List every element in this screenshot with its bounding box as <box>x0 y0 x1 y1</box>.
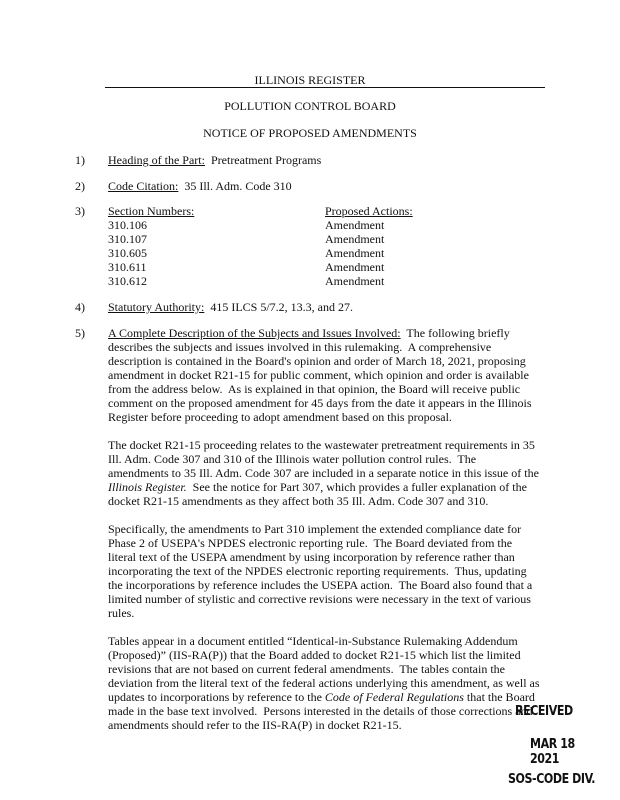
item-value: Pretreatment Programs <box>210 153 322 167</box>
section-numbers-header: Section Numbers: <box>108 204 195 218</box>
item-number: 1) <box>75 153 85 167</box>
text-segment: that the Board <box>463 690 535 704</box>
proposed-action: Amendment <box>325 246 385 260</box>
item-value: 35 Ill. Adm. Code 310 <box>184 179 292 193</box>
paragraph-line: description is contained in the Board's opinion and order of March 18, 2021, proposing <box>108 354 526 368</box>
text-segment: updates to incorporations by reference to the <box>108 690 325 704</box>
paragraph-line: amendments should refer to the IIS-RA(P) in docket R21-15. <box>108 718 402 732</box>
item-line <box>108 153 321 167</box>
proposed-action: Amendment <box>325 218 385 232</box>
agency-title: POLLUTION CONTROL BOARD <box>224 99 396 113</box>
notice-title: NOTICE OF PROPOSED AMENDMENTS <box>203 126 417 140</box>
stamp-division: SOS-CODE DIV. <box>508 772 596 787</box>
item-line <box>108 326 510 340</box>
proposed-action: Amendment <box>325 260 385 274</box>
proposed-action: Amendment <box>325 232 385 246</box>
item-number: 4) <box>75 300 85 314</box>
section-number: 310.605 <box>108 246 147 260</box>
paragraph-line: The docket R21-15 proceeding relates to the wastewater pretreatment requirements in 35 <box>108 438 535 452</box>
text-segment: See the notice for Part 307, which provides a fuller explanation of the <box>186 480 527 494</box>
item-label: Statutory Authority: <box>108 300 205 314</box>
item-text: The following briefly <box>406 326 510 340</box>
section-number: 310.107 <box>108 232 147 246</box>
paragraph-line: (Proposed)” (IIS-RA(P)) that the Board added to docket R21-15 which list the limited <box>108 648 521 662</box>
paragraph-line: Phase 2 of USEPA's NPDES electronic reporting rule. The Board deviated from the <box>108 536 513 550</box>
item-value: 415 ILCS 5/7.2, 13.3, and 27. <box>210 300 354 314</box>
item-number: 2) <box>75 179 85 193</box>
header-rule <box>105 87 545 88</box>
paragraph-line: deviation from the literal text of the federal actions underlying this amendment, as well as <box>108 676 540 690</box>
register-title: ILLINOIS REGISTER <box>254 73 366 87</box>
proposed-actions-header: Proposed Actions: <box>325 204 413 218</box>
section-number: 310.611 <box>108 260 147 274</box>
item-label: Code Citation: <box>108 179 179 193</box>
paragraph-line: incorporating the text of the NPDES electronic reporting requirements. Thus, updating <box>108 564 527 578</box>
paragraph-line: Ill. Adm. Code 307 and 310 of the Illinois water pollution control rules. The <box>108 452 477 466</box>
paragraph-line: made in the base text involved. Persons interested in the details of those corrections and <box>108 704 533 718</box>
section-number: 310.106 <box>108 218 147 232</box>
section-number: 310.612 <box>108 274 147 288</box>
item-line <box>108 300 353 314</box>
paragraph-line: literal text of the USEPA amendment by using incorporation by reference rather than <box>108 550 515 564</box>
paragraph-line: limited number of stylistic and corrective revisions were necessary in the text of various <box>108 592 531 606</box>
stamp-received: RECEIVED <box>515 704 573 719</box>
paragraph-line: Tables appear in a document entitled “Identical-in-Substance Rulemaking Addendum <box>108 634 518 648</box>
paragraph-line: Register before proceeding to adopt amendment based on this proposal. <box>108 410 452 424</box>
item-line <box>108 179 292 193</box>
paragraph-line: comment on the proposed amendment for 45 days from the date it appears in the Illinois <box>108 396 532 410</box>
paragraph-line: the incorporations by reference includes the USEPA action. The Board also found that a <box>108 578 533 592</box>
paragraph-line <box>108 690 535 704</box>
paragraph-line: docket R21-15 amendments as they affect both 35 Ill. Adm. Code 307 and 310. <box>108 494 489 508</box>
italic-title: Code of Federal Regulations <box>324 690 464 704</box>
paragraph-line: revisions that are not based on current federal amendments. The tables contain the <box>108 662 505 676</box>
paragraph-line: amendment in docket R21-15 for public comment, which opinion and order is available <box>108 368 529 382</box>
proposed-action: Amendment <box>325 274 385 288</box>
item-label: A Complete Description of the Subjects and Issues Involved: <box>108 326 401 340</box>
stamp-date: MAR 18 2021 <box>530 737 575 767</box>
item-label: Heading of the Part: <box>108 153 205 167</box>
paragraph-line: rules. <box>108 606 135 620</box>
item-number: 5) <box>75 326 85 340</box>
paragraph-line: from the address below. As is explained in that opinion, the Board will receive public <box>108 382 521 396</box>
paragraph-line: amendments to 35 Ill. Adm. Code 307 are included in a separate notice in this issue of the <box>108 466 539 480</box>
paragraph-line <box>108 480 527 494</box>
italic-title: Illinois Register. <box>108 480 187 494</box>
paragraph-line: describes the subjects and issues involved in this rulemaking. A comprehensive <box>108 340 492 354</box>
item-number: 3) <box>75 204 85 218</box>
paragraph-line: Specifically, the amendments to Part 310 implement the extended compliance date for <box>108 522 522 536</box>
